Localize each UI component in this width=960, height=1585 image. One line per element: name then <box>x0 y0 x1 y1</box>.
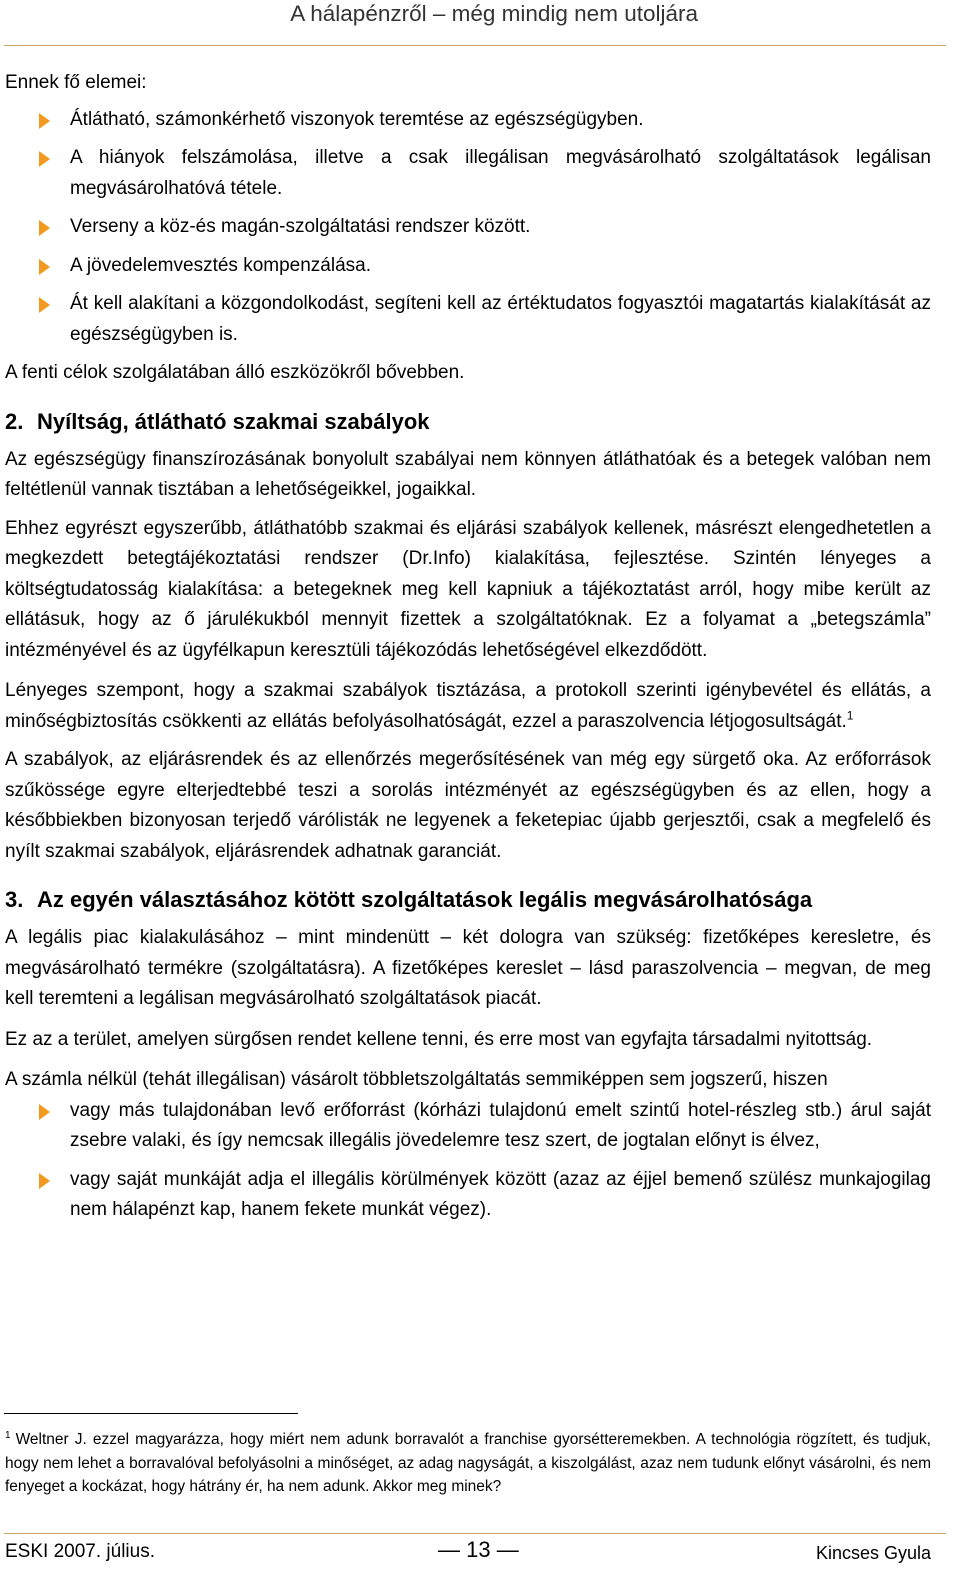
list-item: vagy más tulajdonában levő erőforrást (kórházi tulajdonú emelt szintű hotel-részleg stb.) árul saját zsebre valaki, és így nemcsak illegális jövedelemre tesz szert, de jogtalan előnyt is élvez, <box>5 1096 931 1157</box>
triangle-bullet-icon <box>39 297 50 313</box>
intro-closing: A fenti célok szolgálatában álló eszközökről bővebben. <box>5 362 465 383</box>
header-divider <box>4 45 946 46</box>
running-header: A hálapénzről – még mindig nem utoljára <box>290 1 698 26</box>
list-item: Átlátható, számonkérhető viszonyok teremtése az egészségügyben. <box>5 105 931 136</box>
paragraph: A számla nélkül (tehát illegálisan) vásárolt többletszolgáltatás semmiképpen sem jogszerű, hiszen <box>5 1069 828 1090</box>
intro-lead: Ennek fő elemei: <box>5 72 147 93</box>
list-item: A jövedelemvesztés kompenzálása. <box>5 251 931 282</box>
paragraph: Ez az a terület, amelyen sürgősen rendet kellene tenni, és erre most van egyfajta társadalmi nyitottság. <box>5 1028 873 1050</box>
paragraph: Lényeges szempont, hogy a szakmai szabályok tisztázása, a protokoll szerinti igénybevétel és ellátás, a minőségbiztosítás csökkenti az ellátás befolyásolhatóságát, ezzel a paraszolvencia létjogosultságát.$^1$ <box>5 680 931 732</box>
footnote-reference[interactable]: 1 <box>846 708 854 723</box>
triangle-bullet-icon <box>39 1104 50 1120</box>
footer-author: Kincses Gyula <box>815 1543 931 1563</box>
main-content <box>5 68 931 1234</box>
triangle-bullet-icon <box>39 1173 50 1189</box>
page-number: — 13 — <box>438 1537 519 1562</box>
list-item: A hiányok felszámolása, illetve a csak illegálisan megvásárolható szolgáltatások legálisan megvásárolhatóvá tétele. <box>5 143 931 204</box>
list-item: Verseny a köz-és magán-szolgáltatási rendszer között. <box>5 212 931 243</box>
paragraph: A legális piac kialakulásához – mint mindenütt – két dologra van szükség: fizetőképes keresletre, és megvásárolható termékre (szolgáltatásra). A fizetőképes kereslet – lásd paraszolvencia – megvan, de meg kell teremteni a legálisan megvásárolható szolgáltatások piacát. <box>5 927 931 1009</box>
paragraph: A szabályok, az eljárásrendek és az ellenőrzés megerősítésének van még egy sürgető oka. Az erőforrások szűkössége egyre elterjedtebbé teszi a sorolás intézményét az egészségügyben és az ellen, hogy a későbbiekben bizonyosan terjedő várólisták ne legyenek a feketepiac újabb gerjesztői, csak a megfelelő és nyílt szakmai szabályok, eljárásrendek adhatnak garanciát. <box>5 749 931 862</box>
section-heading-3: 3. Az egyén választásához kötött szolgáltatások legális megvásárolhatósága <box>5 887 813 912</box>
footer-publisher-date: ESKI 2007. július. <box>5 1541 155 1562</box>
list-item: vagy saját munkáját adja el illegális körülmények között (azaz az éjjel bemenő szülész munkajogilag nem hálapénzt kap, hanem fekete munkát végez). <box>5 1165 931 1226</box>
intro-bullet-list <box>5 105 931 351</box>
section3-bullet-list <box>5 1096 931 1226</box>
footnote: $^1$ Weltner J. ezzel magyarázza, hogy miért nem adunk borravalót a franchise gyorsétteremekben. A technológia rögzített, és tudjuk, hogy nem lehet a borravalóval befolyásolni a minőséget, az adag nagyságát, a kiszolgálást, azaz nem tudunk előnyt vásárolni, és nem fenyeget a kockázat, hogy hátrány ér, ha nem adunk. Akkor meg minek? <box>5 1429 931 1495</box>
paragraph: Az egészségügy finanszírozásának bonyolult szabályai nem könnyen átláthatóak és a betegek valóban nem feltétlenül vannak tisztában a lehetőségeikkel, jogaikkal. <box>5 448 931 500</box>
triangle-bullet-icon <box>39 259 50 275</box>
triangle-bullet-icon <box>39 151 50 167</box>
footnote-divider <box>4 1413 298 1414</box>
triangle-bullet-icon <box>39 220 50 236</box>
section-heading-2: 2. Nyíltság, átlátható szakmai szabályok <box>5 408 430 434</box>
paragraph: Ehhez egyrészt egyszerűbb, átláthatóbb szakmai és eljárási szabályok kellenek, másrészt elengedhetetlen a megkezdett betegtájékoztatási rendszer (Dr.Info) kialakítása, fejlesztése. Szintén lényeges a költségtudatosság kialakítása: a betegeknek meg kell kapniuk a tájékoztatást arról, hogy mibe került az ellátásuk, hogy az ő járulékukból mennyit fizettek a szolgáltatóknak. Ez a folyamat a „betegszámla” intézményével és az ügyfélkapun keresztüli tájékozódás lehetőségével elkezdődött. <box>5 517 931 661</box>
list-item: Át kell alakítani a közgondolkodást, segíteni kell az értéktudatos fogyasztói magatartás kialakítását az egészségügyben is. <box>5 289 931 350</box>
footer-divider <box>4 1533 946 1534</box>
triangle-bullet-icon <box>39 113 50 129</box>
footnote-marker: 1 <box>5 1429 11 1441</box>
